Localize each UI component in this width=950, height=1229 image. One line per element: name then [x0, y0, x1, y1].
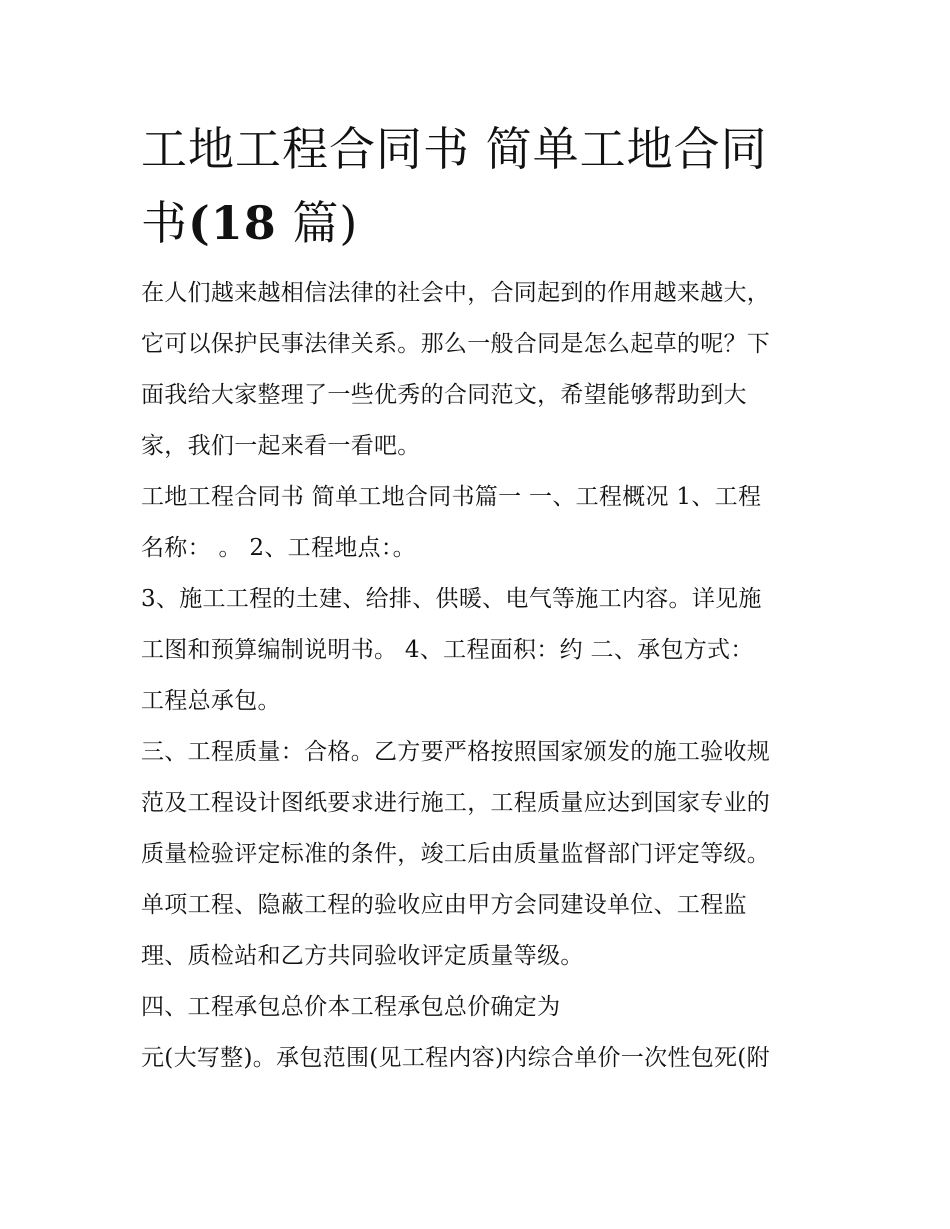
text-line: 在人们越来越相信法律的社会中，合同起到的作用越来越大，	[141, 280, 771, 306]
document-title	[141, 112, 821, 260]
text-line: 名称： 。 2、工程地点：。	[141, 535, 416, 561]
title-count: (18	[188, 196, 277, 250]
title-suffix: 篇)	[276, 196, 359, 250]
title-line-2	[141, 186, 821, 260]
paragraph-total-price	[141, 982, 821, 1033]
text-line: 面我给大家整理了一些优秀的合同范文，希望能够帮助到大	[141, 382, 747, 408]
paragraph-price-detail	[141, 1033, 821, 1084]
text-line: 理、质检站和乙方共同验收评定质量等级。	[141, 943, 584, 969]
text-line: 家，我们一起来看一看吧。	[141, 433, 421, 459]
text-line: 质量检验评定标准的条件，竣工后由质量监督部门评定等级。	[141, 841, 771, 867]
text-line: 工程总承包。	[141, 688, 281, 714]
text-line: 工地工程合同书 简单工地合同书篇一 一、工程概况 1、工程	[141, 484, 762, 510]
paragraph-construction-scope	[141, 574, 821, 727]
text-line: 它可以保护民事法律关系。那么一般合同是怎么起草的呢？下	[141, 331, 771, 357]
text-line: 3、施工工程的土建、给排、供暖、电气等施工内容。详见施	[141, 586, 762, 612]
text-line: 四、工程承包总价本工程承包总价确定为	[141, 994, 561, 1020]
paragraph-project-overview	[141, 472, 821, 574]
title-line-1: 工地工程合同书 简单工地合同	[141, 122, 768, 176]
title-prefix: 书	[141, 196, 188, 250]
text-line: 元(大写整)。承包范围(见工程内容)内综合单价一次性包死(附	[141, 1045, 770, 1071]
paragraph-quality	[141, 727, 821, 982]
text-line: 工图和预算编制说明书。 4、工程面积：约 二、承包方式：	[141, 637, 754, 663]
document-title-block	[141, 112, 821, 260]
document-content	[141, 112, 821, 1084]
text-line: 三、工程质量：合格。乙方要严格按照国家颁发的施工验收规	[141, 739, 771, 765]
text-line: 单项工程、隐蔽工程的验收应由甲方会同建设单位、工程监	[141, 892, 747, 918]
paragraph-intro	[141, 268, 821, 472]
text-line: 范及工程设计图纸要求进行施工，工程质量应达到国家专业的	[141, 790, 771, 816]
